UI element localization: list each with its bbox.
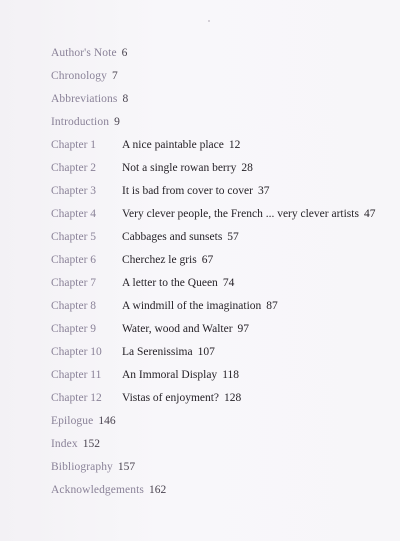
entry-label: Epilogue xyxy=(51,415,94,427)
chapter-label: Chapter 2 xyxy=(51,162,97,174)
toc-entry-chronology xyxy=(51,68,118,84)
entry-label: Author's Note xyxy=(51,47,117,59)
toc-entry-chapter-5 xyxy=(51,229,239,245)
entry-label: Introduction xyxy=(51,116,110,128)
chapter-title: A letter to the Queen xyxy=(122,277,218,289)
chapter-label: Chapter 6 xyxy=(51,254,97,266)
chapter-label: Chapter 10 xyxy=(51,346,102,358)
entry-label: Acknowledgements xyxy=(51,484,144,496)
toc-entry-chapter-8 xyxy=(51,298,278,314)
entry-page: 6 xyxy=(121,47,128,59)
entry-label: Index xyxy=(51,438,78,450)
chapter-title: Not a single rowan berry xyxy=(122,162,237,174)
chapter-label: Chapter 12 xyxy=(51,392,102,404)
toc-entry-chapter-3 xyxy=(51,183,269,199)
toc-entry-bibliography xyxy=(51,459,135,475)
chapter-title: It is bad from cover to cover xyxy=(122,185,253,197)
entry-page: 37 xyxy=(257,185,270,197)
entry-page: 47 xyxy=(363,208,376,220)
toc-entry-chapter-2 xyxy=(51,160,253,176)
chapter-title: La Serenissima xyxy=(122,346,193,358)
toc-entry-abbreviations xyxy=(51,91,128,107)
entry-label: Abbreviations xyxy=(51,93,118,105)
toc-entry-chapter-10 xyxy=(51,344,215,360)
chapter-label: Chapter 3 xyxy=(51,185,97,197)
entry-page: 74 xyxy=(222,277,235,289)
entry-page: 67 xyxy=(201,254,214,266)
entry-page: 12 xyxy=(228,139,241,151)
chapter-label: Chapter 9 xyxy=(51,323,97,335)
entry-page: 9 xyxy=(114,116,120,128)
chapter-label: Chapter 11 xyxy=(51,369,102,381)
chapter-title: Cabbages and sunsets xyxy=(122,231,223,243)
chapter-label: Chapter 4 xyxy=(51,208,97,220)
toc-entry-index xyxy=(51,436,100,452)
chapter-title: A windmill of the imagination xyxy=(122,300,262,312)
chapter-title: Very clever people, the French ... very clever artists xyxy=(122,208,359,220)
toc-entry-introduction xyxy=(51,114,120,130)
toc-entry-chapter-4 xyxy=(51,206,375,222)
chapter-title: Vistas of enjoyment? xyxy=(122,392,220,404)
toc-entry-authors-note xyxy=(51,45,127,61)
chapter-label: Chapter 5 xyxy=(51,231,97,243)
entry-page: 97 xyxy=(237,323,250,335)
entry-page: 118 xyxy=(222,369,240,381)
entry-page: 157 xyxy=(117,461,136,473)
chapter-title: Cherchez le gris xyxy=(122,254,197,266)
chapter-label: Chapter 1 xyxy=(51,139,97,151)
entry-page: 152 xyxy=(82,438,100,450)
entry-page: 28 xyxy=(241,162,253,174)
entry-page: 8 xyxy=(122,93,129,105)
entry-page: 162 xyxy=(148,484,167,496)
entry-page: 57 xyxy=(227,231,239,243)
toc-entry-chapter-12 xyxy=(51,390,241,406)
toc-entry-chapter-9 xyxy=(51,321,249,337)
entry-page: 107 xyxy=(197,346,215,358)
chapter-title: Water, wood and Walter xyxy=(122,323,233,335)
entry-page: 128 xyxy=(224,392,242,404)
toc-entry-epilogue xyxy=(51,413,116,429)
entry-label: Bibliography xyxy=(51,461,113,473)
toc-entry-chapter-1 xyxy=(51,137,240,153)
chapter-title: A nice paintable place xyxy=(122,139,224,151)
toc-entry-chapter-6 xyxy=(51,252,213,268)
toc-entry-chapter-7 xyxy=(51,275,234,291)
entry-label: Chronology xyxy=(51,70,107,82)
entry-page: 146 xyxy=(98,415,116,427)
toc-entry-chapter-11 xyxy=(51,367,239,383)
chapter-title: An Immoral Display xyxy=(122,369,218,381)
entry-page: 87 xyxy=(266,300,278,312)
entry-page: 7 xyxy=(111,70,118,82)
chapter-label: Chapter 8 xyxy=(51,300,97,312)
toc-entry-acknowledgements xyxy=(51,482,166,498)
chapter-label: Chapter 7 xyxy=(51,277,97,289)
